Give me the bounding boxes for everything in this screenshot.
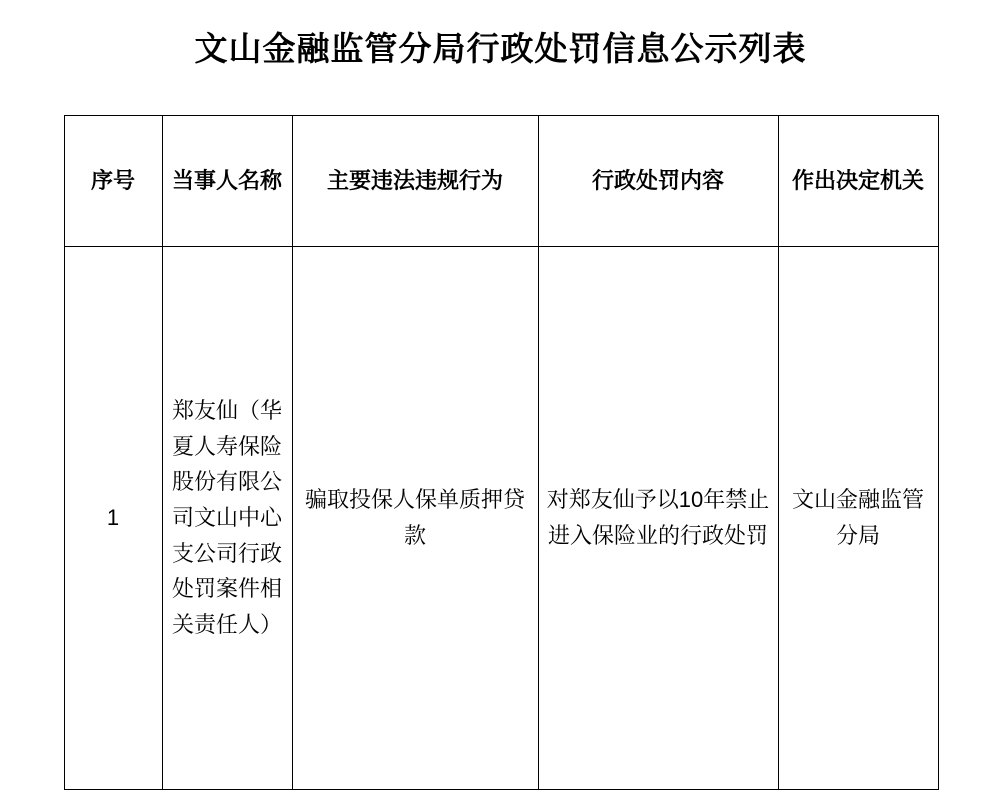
cell-decision-organ: 文山金融监管分局 <box>778 246 938 789</box>
column-header-party: 当事人名称 <box>162 115 292 246</box>
cell-row-number: 1 <box>64 246 162 789</box>
table-header-row <box>64 115 938 246</box>
penalty-table-container <box>64 71 938 790</box>
penalty-table <box>64 115 939 790</box>
column-header-act: 主要违法违规行为 <box>292 115 538 246</box>
table-body <box>64 246 938 789</box>
column-header-organ: 作出决定机关 <box>778 115 938 246</box>
column-header-no: 序号 <box>64 115 162 246</box>
cell-party-name: 郑友仙（华夏人寿保险股份有限公司文山中心支公司行政处罚案件相关责任人） <box>162 246 292 789</box>
cell-violation: 骗取投保人保单质押贷款 <box>292 246 538 789</box>
column-header-penalty: 行政处罚内容 <box>538 115 778 246</box>
page-title: 文山金融监管分局行政处罚信息公示列表 <box>194 30 807 67</box>
table-header <box>64 115 938 246</box>
cell-penalty-content: 对郑友仙予以10年禁止进入保险业的行政处罚 <box>538 246 778 789</box>
table-row <box>64 246 938 789</box>
